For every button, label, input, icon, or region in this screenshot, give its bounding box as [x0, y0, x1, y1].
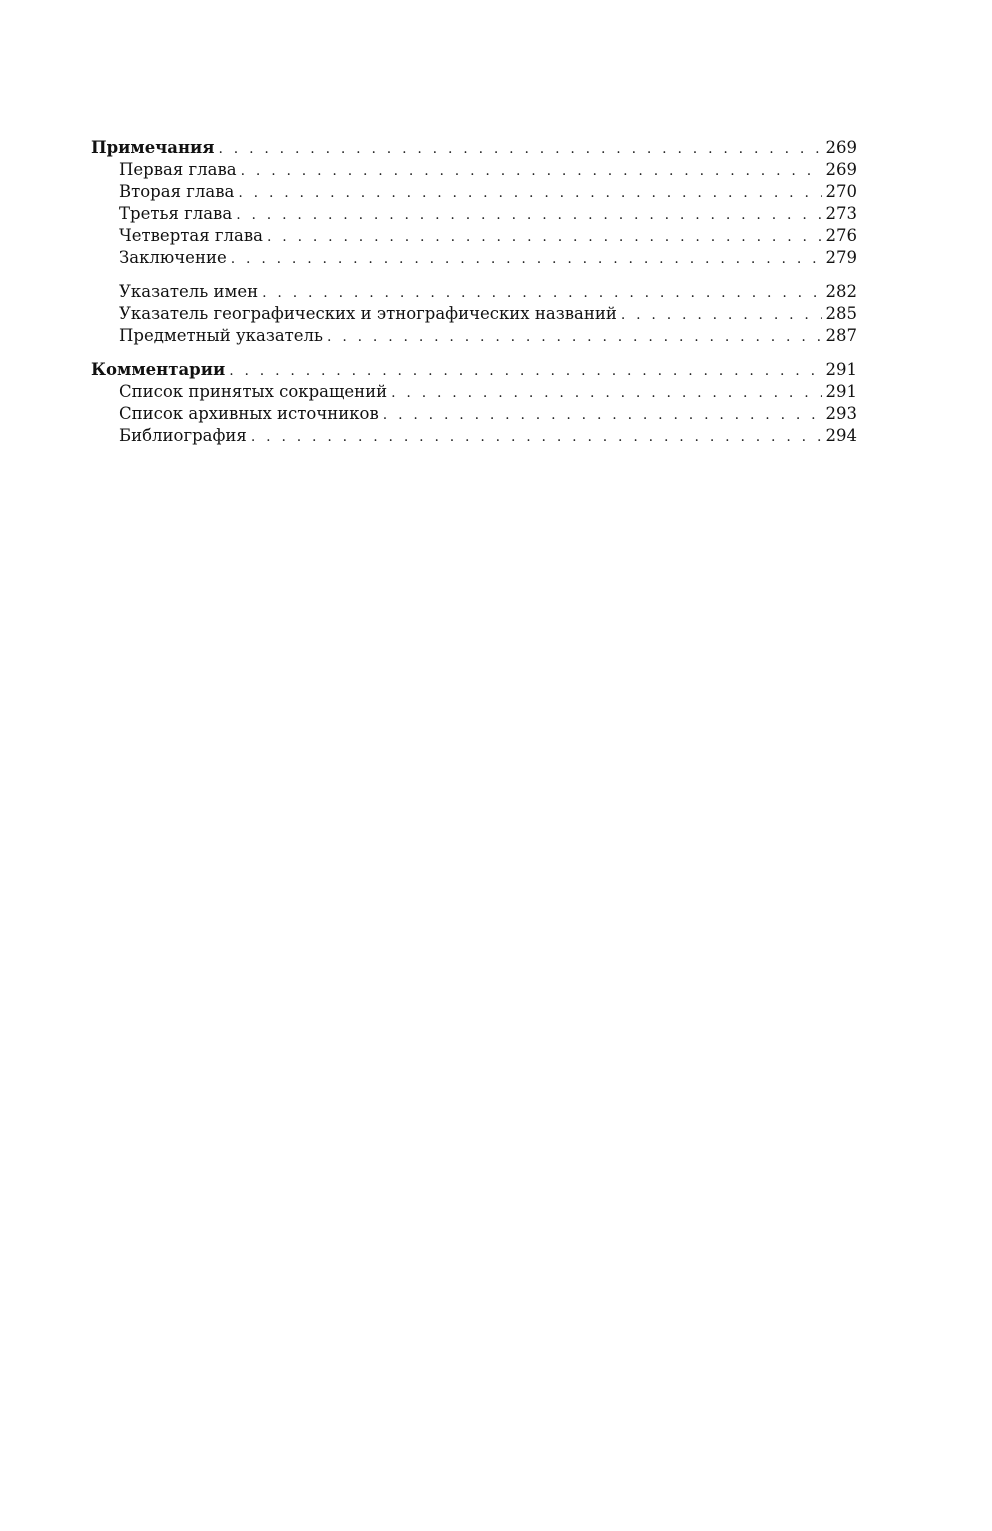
toc-entry-page: 282 [825, 282, 857, 301]
toc-entry-title: Список архивных источников [119, 404, 379, 423]
dot-leader [236, 204, 821, 226]
toc-entry-page: 287 [825, 326, 857, 345]
dot-leader [238, 182, 821, 204]
toc-entry-geographic-index[interactable] [91, 303, 857, 325]
toc-entry-title: Указатель географических и этнографических названий [119, 304, 617, 323]
dot-leader [241, 160, 822, 182]
toc-entry-title: Примечания [91, 138, 215, 157]
toc-entry-page: 269 [825, 138, 857, 157]
toc-entry-page: 273 [825, 204, 857, 223]
toc-entry-page: 279 [825, 248, 857, 267]
dot-leader [391, 382, 821, 404]
dot-leader [231, 248, 822, 270]
toc-entry-conclusion[interactable] [91, 247, 857, 269]
toc-entry-title: Заключение [119, 248, 227, 267]
dot-leader [218, 138, 821, 160]
toc-entry-title: Четвертая глава [119, 226, 263, 245]
toc-entry-page: 269 [825, 160, 857, 179]
toc-entry-title: Вторая глава [119, 182, 235, 201]
toc-entry-page: 285 [825, 304, 857, 323]
table-of-contents [91, 137, 857, 447]
toc-entry-page: 294 [825, 426, 857, 445]
toc-entry-title: Список принятых сокращений [119, 382, 388, 401]
dot-leader [621, 304, 822, 326]
dot-leader [251, 426, 822, 448]
toc-entry-title: Библиография [119, 426, 247, 445]
toc-entry-archival-sources[interactable] [91, 403, 857, 425]
toc-entry-title: Первая глава [119, 160, 237, 179]
toc-entry-chapter-4[interactable] [91, 225, 857, 247]
toc-entry-notes[interactable] [91, 137, 857, 159]
toc-entry-abbreviations[interactable] [91, 381, 857, 403]
toc-entry-name-index[interactable] [91, 281, 857, 303]
toc-entry-title: Предметный указатель [119, 326, 324, 345]
dot-leader [267, 226, 822, 248]
toc-entry-chapter-2[interactable] [91, 181, 857, 203]
toc-entry-page: 276 [825, 226, 857, 245]
toc-entry-page: 291 [825, 382, 857, 401]
toc-entry-comments[interactable] [91, 359, 857, 381]
dot-leader [327, 326, 821, 348]
toc-entry-title: Третья глава [119, 204, 233, 223]
toc-entry-title: Указатель имен [119, 282, 259, 301]
toc-entry-title: Комментарии [91, 360, 226, 379]
toc-entry-page: 291 [825, 360, 857, 379]
toc-entry-page: 293 [825, 404, 857, 423]
toc-entry-page: 270 [825, 182, 857, 201]
toc-entry-subject-index[interactable] [91, 325, 857, 347]
toc-entry-bibliography[interactable] [91, 425, 857, 447]
toc-entry-chapter-1[interactable] [91, 159, 857, 181]
dot-leader [262, 282, 821, 304]
toc-entry-chapter-3[interactable] [91, 203, 857, 225]
dot-leader [383, 404, 822, 426]
dot-leader [229, 360, 821, 382]
